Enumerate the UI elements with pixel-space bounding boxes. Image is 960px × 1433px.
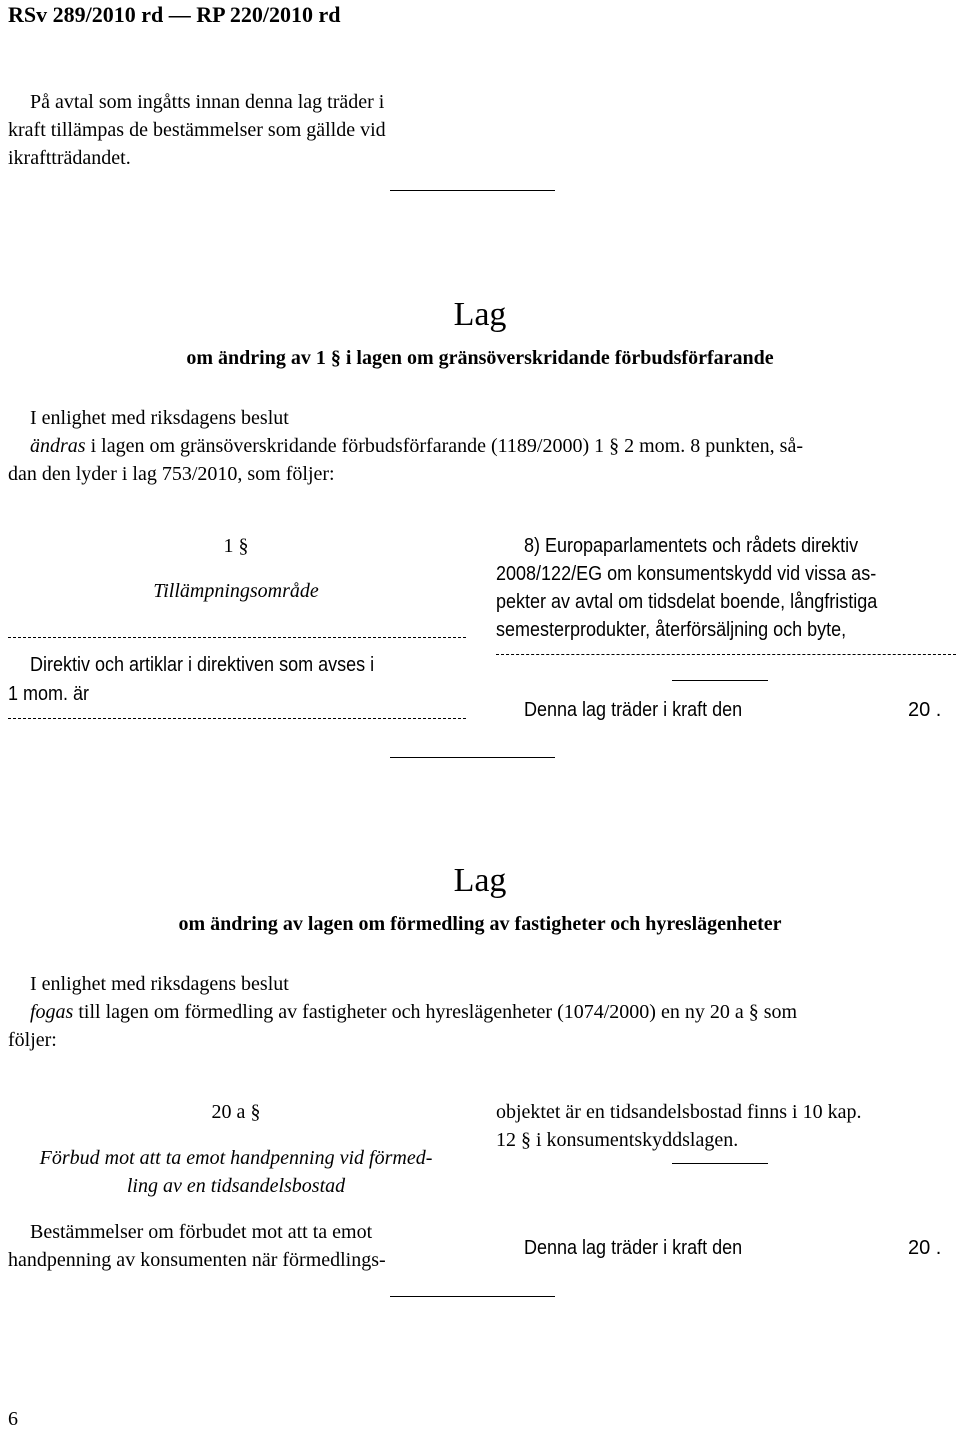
right-text-line-1: 8) Europaparlamentets och rådets direktiv	[524, 535, 859, 557]
section-heading	[0, 577, 472, 605]
amend-text-a: i lagen om gränsöverskridande förbudsförfarande (1189/2000) 1	[90, 435, 605, 457]
law-amend-line-2: dan den lyder i lag 753/2010, som följer:	[8, 463, 335, 485]
section-heading-text: Förbud mot att ta emot handpenning vid förmed-	[39, 1147, 433, 1169]
separator-rule	[390, 1296, 555, 1297]
law-subtitle: om ändring av lagen om förmedling av fastigheter och hyreslägenheter	[178, 913, 782, 935]
document-header: RSv 289/2010 rd — RP 220/2010 rd	[8, 2, 341, 27]
entry-into-force: Denna lag träder i kraft den	[524, 1237, 743, 1259]
short-rule	[672, 680, 768, 681]
right-text-number: 12	[496, 1129, 516, 1151]
law-subtitle	[0, 347, 960, 370]
section-number-text: 20 a	[211, 1101, 246, 1123]
transition-line-3: ikraftträdandet.	[8, 147, 131, 169]
section-number	[0, 1098, 472, 1126]
entry-year: 20 .	[908, 699, 942, 721]
right-text-line-1: objektet är en tidsandelsbostad finns i 10 kap.	[496, 1101, 862, 1123]
short-rule	[672, 1163, 768, 1164]
section-sign-icon	[521, 1129, 531, 1151]
law-add-line-2: följer:	[8, 1029, 57, 1051]
left-text-line-2: handpenning av konsumenten när förmedlings-	[8, 1249, 386, 1271]
amend-text-b: 2 mom. 8 punkten, så-	[624, 435, 803, 457]
omission-dash-line	[496, 654, 956, 655]
section-sign-icon	[609, 435, 619, 457]
section-sign-icon	[331, 347, 341, 369]
add-keyword: fogas	[30, 1001, 74, 1023]
law-intro: I enlighet med riksdagens beslut	[30, 407, 289, 429]
law-add-line-1	[30, 998, 797, 1026]
law-amend-line-1	[30, 432, 803, 460]
section-number-text: 1	[223, 535, 234, 557]
add-text-b: som	[763, 1001, 798, 1023]
omission-dash-line	[8, 637, 466, 638]
right-text-line-2: 2008/122/EG om konsumentskydd vid vissa as-	[496, 563, 877, 585]
transition-line-1: På avtal som ingåtts innan denna lag träder i	[30, 91, 385, 113]
add-text-a: till lagen om förmedling av fastigheter och hyreslägenheter (1074/2000) en ny 20 a	[78, 1001, 744, 1023]
left-text-line-1: Direktiv och artiklar i direktiven som avses i	[30, 654, 375, 676]
transition-line-2: kraft tillämpas de bestämmelser som gällde vid	[8, 119, 386, 141]
law-subtitle-pre: om ändring av 1	[186, 347, 326, 369]
right-text-line-2	[496, 1126, 738, 1154]
law-title: Lag	[453, 296, 507, 333]
section-heading-line-2	[0, 1172, 472, 1200]
law-intro: I enlighet med riksdagens beslut	[30, 973, 289, 995]
separator-rule	[390, 190, 555, 191]
right-text-tail: i konsumentskyddslagen.	[536, 1129, 739, 1151]
entry-into-force: Denna lag träder i kraft den	[524, 699, 743, 721]
amend-keyword: ändras	[30, 435, 86, 457]
section-sign-icon	[239, 535, 249, 557]
entry-year: 20 .	[908, 1237, 942, 1259]
section-sign-icon	[250, 1101, 260, 1123]
separator-rule	[390, 757, 555, 758]
section-heading-text: ling av en tidsandelsbostad	[126, 1175, 346, 1197]
law-subtitle-post: i lagen om gränsöverskridande förbudsförfarande	[345, 347, 774, 369]
right-text-line-4: semesterprodukter, återförsäljning och byte,	[496, 619, 847, 641]
right-text-line-3: pekter av avtal om tidsdelat boende, långfristiga	[496, 591, 878, 613]
section-heading-text: Tillämpningsområde	[153, 580, 319, 602]
section-heading-line-1	[0, 1144, 472, 1172]
page-number: 6	[8, 1408, 18, 1430]
section-sign-icon	[749, 1001, 759, 1023]
law-title: Lag	[453, 862, 507, 899]
omission-dash-line	[8, 718, 466, 719]
left-text-line-1: Bestämmelser om förbudet mot att ta emot	[30, 1221, 373, 1243]
section-number	[0, 532, 472, 560]
left-text-line-2: 1 mom. är	[8, 683, 90, 705]
